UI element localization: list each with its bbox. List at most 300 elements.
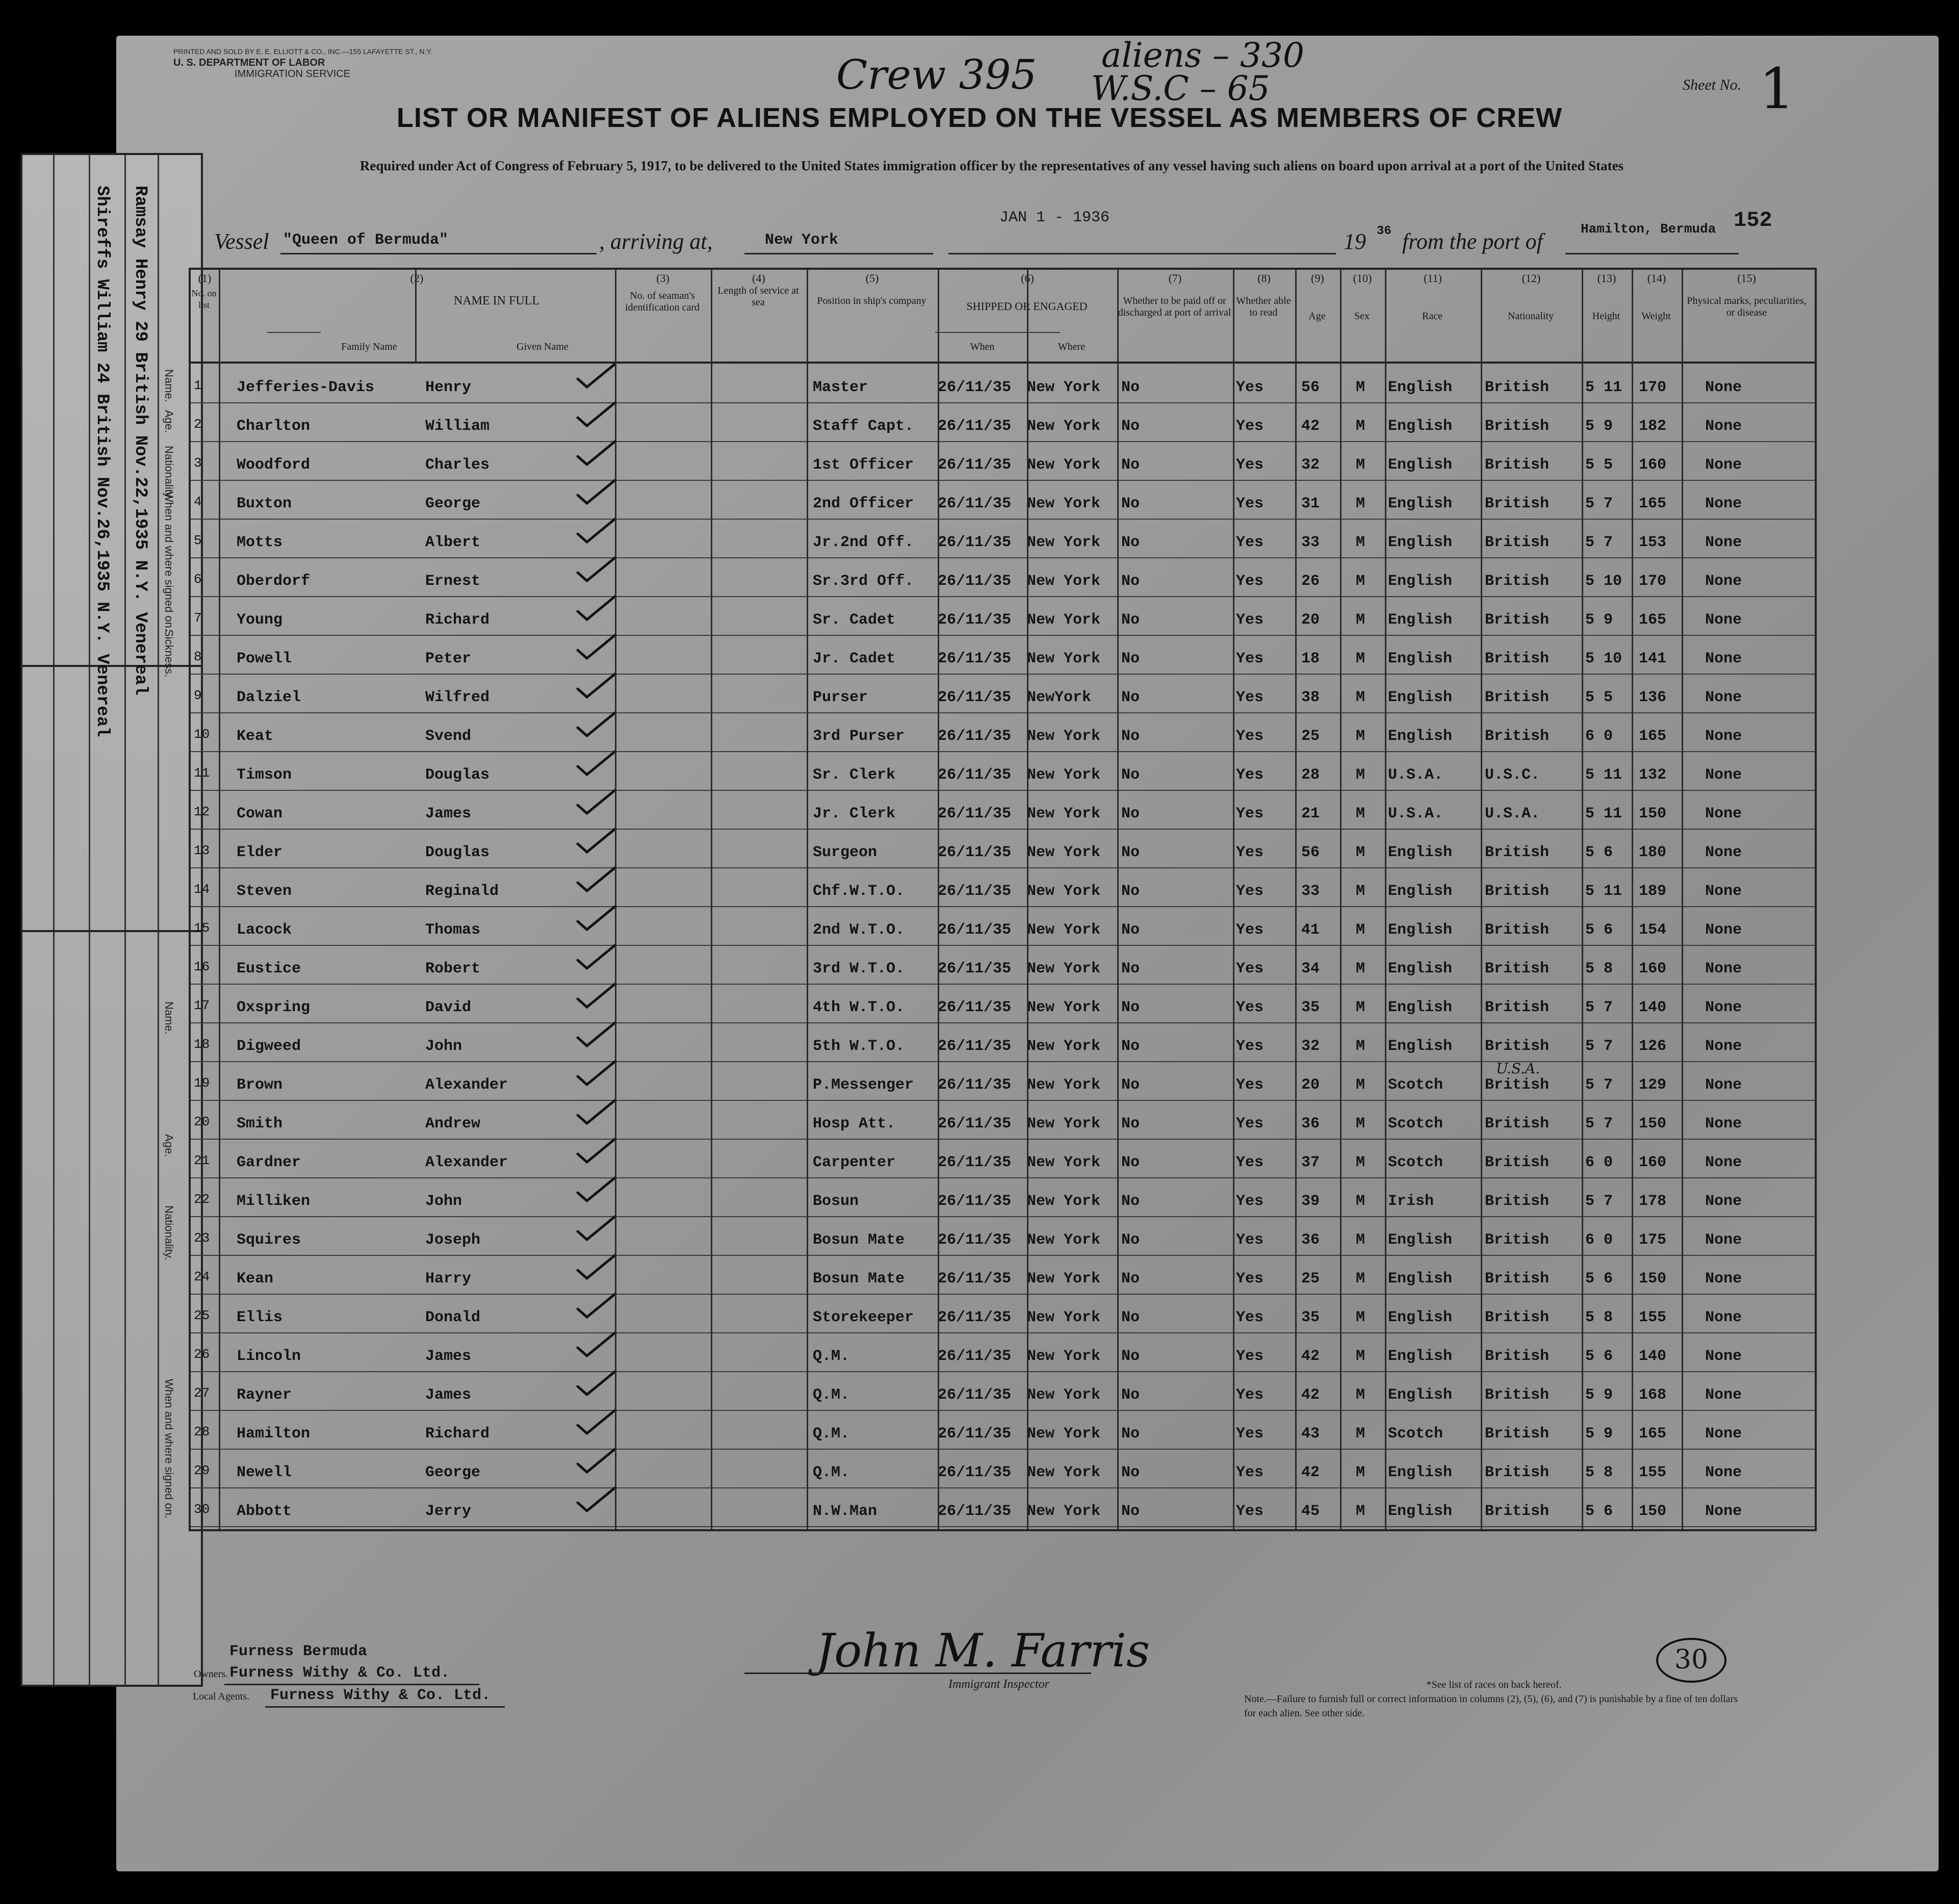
age: 38 (1301, 689, 1320, 706)
weight: 170 (1639, 573, 1667, 590)
given-name: Wilfred (425, 689, 490, 706)
strip-divider (89, 155, 90, 1685)
sex: M (1356, 456, 1365, 474)
from-underline (1565, 253, 1739, 254)
able-to-read: Yes (1236, 1193, 1264, 1210)
given-name: James (425, 805, 472, 822)
check-mark-icon (576, 1408, 616, 1436)
family-name: Digweed (237, 1038, 301, 1055)
handwritten-alien-count: aliens – 330 (1101, 36, 1304, 75)
shipped-where: New York (1027, 1386, 1101, 1404)
sex: M (1356, 689, 1365, 706)
family-name: Gardner (237, 1154, 301, 1171)
sex: M (1356, 844, 1365, 861)
check-mark-icon (576, 400, 616, 428)
paid-off: No (1121, 495, 1140, 512)
shipped-where: New York (1027, 1231, 1101, 1249)
physical-marks: None (1705, 960, 1742, 977)
weight: 155 (1639, 1309, 1667, 1326)
paid-off: No (1121, 1348, 1140, 1365)
able-to-read: Yes (1236, 999, 1264, 1016)
nationality: British (1485, 1464, 1550, 1481)
shipped-where: New York (1027, 1193, 1101, 1210)
paid-off: No (1121, 1115, 1140, 1133)
row-rule (191, 596, 1815, 597)
age: 26 (1301, 573, 1320, 590)
race: English (1388, 1309, 1453, 1326)
family-name: Brown (237, 1076, 283, 1094)
able-to-read: Yes (1236, 1154, 1264, 1171)
check-mark-icon (576, 1369, 616, 1397)
family-name: Lacock (237, 921, 292, 939)
given-name: Robert (425, 960, 481, 977)
row-rule (191, 1487, 1815, 1488)
race: English (1388, 573, 1453, 590)
race: English (1388, 650, 1453, 667)
paid-off: No (1121, 921, 1140, 939)
nationality: British (1485, 495, 1550, 512)
sex: M (1356, 1270, 1365, 1288)
height: 5 11 (1585, 805, 1622, 822)
check-mark-icon (576, 633, 616, 661)
sex: M (1356, 650, 1365, 667)
column-divider (1340, 270, 1342, 1529)
height: 5 5 (1585, 689, 1613, 706)
age: 21 (1301, 805, 1320, 822)
race: English (1388, 999, 1453, 1016)
family-name: Jefferies-Davis (237, 379, 375, 396)
family-name: Newell (237, 1464, 292, 1481)
physical-marks: None (1705, 1348, 1742, 1365)
given-name: George (425, 1464, 481, 1481)
sex: M (1356, 1154, 1365, 1171)
position: Q.M. (813, 1464, 850, 1481)
column-divider (711, 270, 712, 1529)
given-name: Andrew (425, 1115, 481, 1133)
shipped-where: New York (1027, 495, 1101, 512)
shipped-when: 26/11/35 (938, 1231, 1012, 1249)
given-name: Douglas (425, 844, 490, 861)
nationality: British (1485, 1076, 1550, 1094)
given-name: George (425, 495, 481, 512)
race: English (1388, 1503, 1453, 1520)
strip2-header-age: Age. (163, 1134, 175, 1157)
page-subtitle: Required under Act of Congress of February 5, 1917, to be delivered to the United States immigration officer by the representatives of any vessel having such aliens on board upon arrival at a port of the United States (359, 158, 1624, 173)
date-underline (948, 253, 1336, 254)
weight: 155 (1639, 1464, 1667, 1481)
shipped-where: New York (1027, 1038, 1101, 1055)
nationality: British (1485, 1309, 1550, 1326)
sex: M (1356, 999, 1365, 1016)
row-rule (191, 1255, 1815, 1256)
page-title: LIST OR MANIFEST OF ALIENS EMPLOYED ON THE VESSEL AS MEMBERS OF CREW (396, 102, 1563, 133)
position: Q.M. (813, 1348, 850, 1365)
row-number: 25 (194, 1308, 210, 1323)
nationality: British (1485, 1386, 1550, 1404)
race: U.S.A. (1388, 805, 1444, 822)
footnote (1244, 1678, 1744, 1720)
row-number: 10 (194, 727, 210, 742)
header-service-length: Length of service at sea (717, 285, 799, 308)
height: 5 6 (1585, 1270, 1613, 1288)
given-name: Peter (425, 650, 472, 667)
row-rule (191, 674, 1815, 675)
inspector-signature: John M. Farris (816, 1624, 1150, 1678)
physical-marks: None (1705, 999, 1742, 1016)
row-number: 9 (194, 688, 202, 703)
shipped-where: New York (1027, 883, 1101, 900)
row-rule (191, 1294, 1815, 1295)
able-to-read: Yes (1236, 534, 1264, 551)
check-mark-icon (576, 555, 616, 583)
family-name: Timson (237, 766, 292, 784)
strip2-header-name: Name. (163, 1001, 175, 1035)
shipped-where: New York (1027, 999, 1101, 1016)
strip-divider (158, 155, 159, 1685)
age: 20 (1301, 611, 1320, 629)
position: Staff Capt. (813, 418, 914, 435)
row-rule (191, 906, 1815, 907)
paid-off: No (1121, 1193, 1140, 1210)
family-name: Kean (237, 1270, 274, 1288)
weight: 160 (1639, 456, 1667, 474)
weight: 150 (1639, 1503, 1667, 1520)
height: 5 9 (1585, 1425, 1613, 1443)
family-name: Milliken (237, 1193, 311, 1210)
shipped-where: New York (1027, 1154, 1101, 1171)
shipped-where: New York (1027, 1348, 1101, 1365)
sex: M (1356, 1076, 1365, 1094)
inspector-label: Immigrant Inspector (948, 1678, 1049, 1691)
nationality: British (1485, 573, 1550, 590)
family-name: Lincoln (237, 1348, 301, 1365)
age: 42 (1301, 418, 1320, 435)
age: 42 (1301, 1464, 1320, 1481)
able-to-read: Yes (1236, 1425, 1264, 1443)
column-number: (4) (752, 272, 765, 285)
row-rule (191, 1526, 1815, 1527)
row-number: 27 (194, 1385, 210, 1401)
nationality: British (1485, 1193, 1550, 1210)
check-mark-icon (576, 1330, 616, 1358)
race: English (1388, 1464, 1453, 1481)
age: 31 (1301, 495, 1320, 512)
column-divider (938, 270, 939, 1529)
weight: 175 (1639, 1231, 1667, 1249)
handwritten-crew-count: Crew 395 (836, 51, 1037, 98)
family-name: Oberdorf (237, 573, 311, 590)
row-rule (191, 712, 1815, 713)
race: English (1388, 960, 1453, 977)
arriving-label: , arriving at, (599, 229, 713, 254)
able-to-read: Yes (1236, 1038, 1264, 1055)
position: Bosun (813, 1193, 859, 1210)
row-number: 16 (194, 959, 210, 974)
height: 5 8 (1585, 1309, 1613, 1326)
position: 1st Officer (813, 456, 914, 474)
nationality: British (1485, 379, 1550, 396)
race: English (1388, 534, 1453, 551)
owners-label: Owners. (194, 1668, 228, 1680)
weight: 154 (1639, 921, 1667, 939)
shipped-when: 26/11/35 (938, 1386, 1012, 1404)
column-number: (15) (1737, 272, 1756, 285)
position: Bosun Mate (813, 1231, 905, 1249)
given-name: Charles (425, 456, 490, 474)
form-imprint (173, 46, 432, 80)
header-able-to-read: Whether able to read (1236, 295, 1291, 318)
sheet-label: Sheet No. (1683, 76, 1741, 93)
column-divider (1117, 270, 1119, 1529)
race: Scotch (1388, 1076, 1444, 1094)
age: 42 (1301, 1348, 1320, 1365)
race: Scotch (1388, 1425, 1444, 1443)
sheet-number: 1 (1759, 56, 1795, 121)
height: 5 7 (1585, 495, 1613, 512)
owners-underline (224, 1684, 479, 1685)
race: English (1388, 1270, 1453, 1288)
nationality: British (1485, 960, 1550, 977)
physical-marks: None (1705, 1270, 1742, 1288)
shipped-when: 26/11/35 (938, 495, 1012, 512)
shipped-when: 26/11/35 (938, 960, 1012, 977)
family-name: Charlton (237, 418, 311, 435)
shipped-when: 26/11/35 (938, 1076, 1012, 1094)
position: Jr. Clerk (813, 805, 896, 822)
sex: M (1356, 960, 1365, 977)
header-where: Where (1058, 341, 1086, 352)
paid-off: No (1121, 1154, 1140, 1171)
family-name: Cowan (237, 805, 283, 822)
paid-off: No (1121, 1503, 1140, 1520)
shipped-when: 26/11/35 (938, 1348, 1012, 1365)
local-agents-label: Local Agents. (193, 1691, 250, 1702)
weight: 160 (1639, 1154, 1667, 1171)
row-rule (191, 1177, 1815, 1178)
header-family-name: Family Name (341, 341, 397, 352)
strip-header-age: Age. (163, 410, 175, 433)
paid-off: No (1121, 418, 1140, 435)
nationality: British (1485, 728, 1550, 745)
shipped-when: 26/11/35 (938, 1038, 1012, 1055)
strip-divider (53, 155, 55, 1685)
shipped-where: New York (1027, 650, 1101, 667)
physical-marks: None (1705, 1425, 1742, 1443)
date-stamp: JAN 1 - 1936 (999, 209, 1110, 226)
given-name: Reginald (425, 883, 499, 900)
given-name: Harry (425, 1270, 472, 1288)
row-number: 22 (194, 1192, 210, 1207)
given-name: Alexander (425, 1076, 508, 1094)
shipped-when: 26/11/35 (938, 650, 1012, 667)
weight: 165 (1639, 728, 1667, 745)
strip-header-sickness: Sickness. (163, 629, 175, 678)
height: 5 7 (1585, 1193, 1613, 1210)
row-rule (191, 1410, 1815, 1411)
physical-marks: None (1705, 921, 1742, 939)
given-name: James (425, 1386, 472, 1404)
check-mark-icon (576, 1214, 616, 1242)
row-number: 28 (194, 1424, 210, 1439)
family-name: Powell (237, 650, 292, 667)
position: Sr. Cadet (813, 611, 896, 629)
row-rule (191, 790, 1815, 791)
arrival-port: New York (765, 231, 839, 249)
check-mark-icon (576, 594, 616, 622)
height: 5 7 (1585, 534, 1613, 551)
able-to-read: Yes (1236, 1348, 1264, 1365)
local-agents-line: Furness Withy & Co. Ltd. (270, 1687, 491, 1704)
header-given-name: Given Name (517, 341, 569, 352)
position: Jr.2nd Off. (813, 534, 914, 551)
paid-off: No (1121, 534, 1140, 551)
owner-line-1: Furness Bermuda (229, 1643, 368, 1660)
row-number: 15 (194, 920, 210, 936)
physical-marks: None (1705, 1076, 1742, 1094)
check-mark-icon (576, 1292, 616, 1320)
sex: M (1356, 921, 1365, 939)
from-port: Hamilton, Bermuda (1581, 221, 1716, 237)
family-name: Steven (237, 883, 292, 900)
header-when: When (970, 341, 995, 352)
given-name: Ernest (425, 573, 481, 590)
shipped-where: New York (1027, 1076, 1101, 1094)
position: 4th W.T.O. (813, 999, 905, 1016)
shipped-when: 26/11/35 (938, 728, 1012, 745)
weight: 150 (1639, 805, 1667, 822)
row-rule (191, 1371, 1815, 1372)
row-number: 11 (194, 765, 210, 781)
sheet-number-label (1683, 76, 1741, 94)
attached-sick-list (20, 153, 203, 1687)
given-name: Richard (425, 1425, 490, 1443)
nationality: British (1485, 921, 1550, 939)
nationality: British (1485, 689, 1550, 706)
family-name: Hamilton (237, 1425, 311, 1443)
given-name: William (425, 418, 490, 435)
paid-off: No (1121, 844, 1140, 861)
age: 43 (1301, 1425, 1320, 1443)
able-to-read: Yes (1236, 495, 1264, 512)
strip-divider (124, 155, 126, 1685)
sex: M (1356, 728, 1365, 745)
age: 34 (1301, 960, 1320, 977)
able-to-read: Yes (1236, 1270, 1264, 1288)
physical-marks: None (1705, 1154, 1742, 1171)
shipped-where: New York (1027, 418, 1101, 435)
check-mark-icon (576, 788, 616, 816)
given-name: John (425, 1038, 462, 1055)
race: English (1388, 921, 1453, 939)
sex: M (1356, 1503, 1365, 1520)
shipped-subheader-rule (935, 332, 1060, 333)
shipped-where: New York (1027, 921, 1101, 939)
family-name: Buxton (237, 495, 292, 512)
race: Scotch (1388, 1154, 1444, 1171)
family-name: Young (237, 611, 283, 629)
nationality: British (1485, 883, 1550, 900)
shipped-where: New York (1027, 573, 1101, 590)
race: English (1388, 844, 1453, 861)
column-divider (1295, 270, 1297, 1529)
position: 2nd Officer (813, 495, 914, 512)
able-to-read: Yes (1236, 766, 1264, 784)
shipped-when: 26/11/35 (938, 1115, 1012, 1133)
check-mark-icon (576, 943, 616, 971)
race: English (1388, 1038, 1453, 1055)
able-to-read: Yes (1236, 1231, 1264, 1249)
able-to-read: Yes (1236, 805, 1264, 822)
paid-off: No (1121, 611, 1140, 629)
weight: 136 (1639, 689, 1667, 706)
nationality: U.S.A. (1485, 805, 1540, 822)
row-number: 17 (194, 998, 210, 1013)
shipped-when: 26/11/35 (938, 921, 1012, 939)
race: English (1388, 728, 1453, 745)
family-name: Squires (237, 1231, 301, 1249)
able-to-read: Yes (1236, 379, 1264, 396)
position: N.W.Man (813, 1503, 878, 1520)
row-number: 19 (194, 1075, 210, 1091)
nationality: British (1485, 1038, 1550, 1055)
position: 2nd W.T.O. (813, 921, 905, 939)
able-to-read: Yes (1236, 689, 1264, 706)
age: 56 (1301, 379, 1320, 396)
paid-off: No (1121, 805, 1140, 822)
owner-line-2: Furness Withy & Co. Ltd. (229, 1664, 450, 1682)
header-height: Height (1592, 311, 1620, 322)
row-number: 4 (194, 494, 202, 509)
row-number: 18 (194, 1037, 210, 1052)
agents-underline (265, 1706, 505, 1708)
age: 18 (1301, 650, 1320, 667)
row-rule (191, 829, 1815, 830)
height: 5 11 (1585, 883, 1622, 900)
age: 32 (1301, 1038, 1320, 1055)
given-name: James (425, 1348, 472, 1365)
able-to-read: Yes (1236, 1503, 1264, 1520)
given-name: Jerry (425, 1503, 472, 1520)
weight: 140 (1639, 1348, 1667, 1365)
row-rule (191, 751, 1815, 752)
header-position: Position in ship's company (817, 295, 926, 306)
nationality: British (1485, 534, 1550, 551)
age: 42 (1301, 1386, 1320, 1404)
year-prefix: 19 (1344, 229, 1366, 254)
nationality-correction: U.S.A. (1496, 1060, 1540, 1077)
weight: 160 (1639, 960, 1667, 977)
sex: M (1356, 1425, 1365, 1443)
check-mark-icon (576, 865, 616, 893)
row-rule (191, 945, 1815, 946)
header-shipped: SHIPPED OR ENGAGED (966, 300, 1088, 313)
check-mark-icon (576, 982, 616, 1010)
age: 20 (1301, 1076, 1320, 1094)
able-to-read: Yes (1236, 1464, 1264, 1481)
row-rule (191, 635, 1815, 636)
given-name: Richard (425, 611, 490, 629)
column-number: (8) (1257, 272, 1271, 285)
physical-marks: None (1705, 650, 1742, 667)
family-name: Woodford (237, 456, 311, 474)
able-to-read: Yes (1236, 573, 1264, 590)
family-name: Dalziel (237, 689, 301, 706)
physical-marks: None (1705, 1038, 1742, 1055)
check-mark-icon (576, 749, 616, 777)
given-name: Henry (425, 379, 472, 396)
shipped-when: 26/11/35 (938, 418, 1012, 435)
row-rule (191, 480, 1815, 481)
